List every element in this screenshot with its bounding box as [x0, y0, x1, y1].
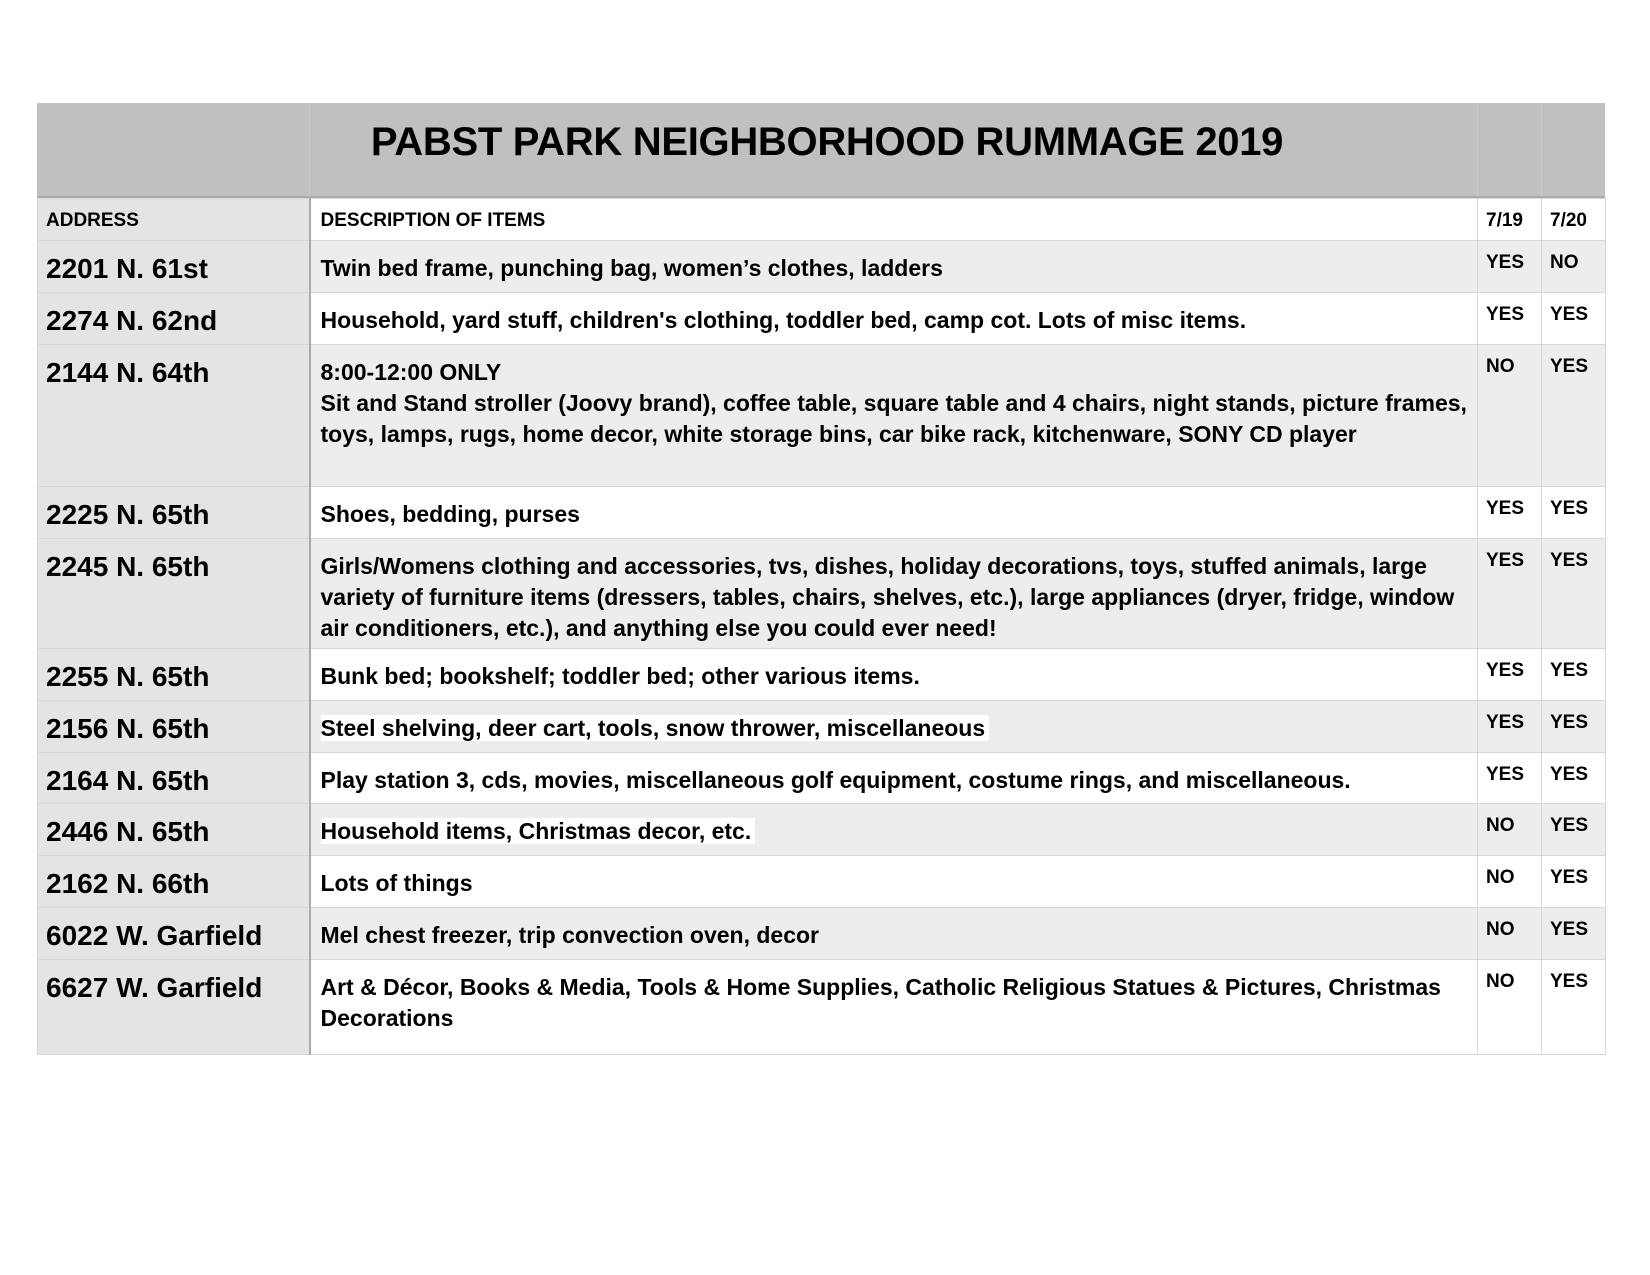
address-cell: 2245 N. 65th: [38, 539, 310, 649]
day1-availability-cell: YES: [1478, 293, 1542, 345]
description-cell: [310, 241, 1478, 293]
day2-availability-cell: YES: [1542, 649, 1606, 701]
address-cell: 2156 N. 65th: [38, 701, 310, 753]
table-row: [38, 856, 1606, 908]
address-cell: 2255 N. 65th: [38, 649, 310, 701]
day2-availability-cell: YES: [1542, 856, 1606, 908]
description-cell: [310, 753, 1478, 804]
table-row: [38, 345, 1606, 487]
day2-availability-cell: YES: [1542, 908, 1606, 960]
description-line: 8:00-12:00 ONLY: [320, 359, 502, 385]
day2-availability-cell: YES: [1542, 753, 1606, 804]
address-cell: 2144 N. 64th: [38, 345, 310, 487]
address-cell: 2201 N. 61st: [38, 241, 310, 293]
day1-availability-cell: NO: [1478, 345, 1542, 487]
header-row: [38, 199, 1606, 241]
column-header-day1: 7/19: [1478, 199, 1542, 241]
description-cell: [310, 487, 1478, 539]
address-cell: 2164 N. 65th: [38, 753, 310, 804]
description-line: [321, 713, 1468, 744]
day1-availability-cell: YES: [1478, 539, 1542, 649]
table-row: [38, 649, 1606, 701]
description-line: Twin bed frame, punching bag, women’s clothes, ladders: [320, 255, 943, 281]
day1-availability-cell: YES: [1478, 649, 1542, 701]
table-row: [38, 539, 1606, 649]
description-cell: [310, 649, 1478, 701]
day2-availability-cell: YES: [1542, 487, 1606, 539]
day2-availability-cell: YES: [1542, 701, 1606, 753]
address-cell: 2274 N. 62nd: [38, 293, 310, 345]
table-body: [38, 241, 1606, 1055]
table-row: [38, 701, 1606, 753]
address-cell: 6627 W. Garfield: [38, 960, 310, 1055]
rummage-sale-sheet: [37, 103, 1605, 1055]
description-line: Girls/Womens clothing and accessories, tvs, dishes, holiday decorations, toys, stuffed animals, large variety of furniture items (dressers, tables, chairs, shelves, etc.), large appliances (dryer, fridge, window air conditioners, etc.), and anything else you could ever need!: [320, 553, 1455, 641]
column-header-day2: 7/20: [1542, 199, 1606, 241]
day2-availability-cell: YES: [1542, 293, 1606, 345]
description-cell: [310, 804, 1478, 856]
page-title: PABST PARK NEIGHBORHOOD RUMMAGE 2019: [370, 120, 1284, 164]
column-header-description: DESCRIPTION OF ITEMS: [310, 199, 1478, 241]
sales-table: [37, 198, 1606, 1055]
description-cell: [310, 345, 1478, 487]
title-band: [37, 103, 1605, 198]
day1-availability-cell: NO: [1478, 908, 1542, 960]
table-row: [38, 487, 1606, 539]
description-cell: [310, 293, 1478, 345]
table-row: [38, 293, 1606, 345]
description-line: Sit and Stand stroller (Joovy brand), coffee table, square table and 4 chairs, night stands, picture frames, toys, lamps, rugs, home decor, white storage bins, car bike rack, kitchenware, SONY CD player: [320, 390, 1467, 447]
day1-availability-cell: NO: [1478, 804, 1542, 856]
day2-availability-cell: YES: [1542, 345, 1606, 487]
table-row: [38, 908, 1606, 960]
description-line: Lots of things: [320, 870, 473, 896]
description-line: Play station 3, cds, movies, miscellaneous golf equipment, costume rings, and miscellaneous.: [320, 767, 1351, 793]
day2-availability-cell: NO: [1542, 241, 1606, 293]
address-cell: 6022 W. Garfield: [38, 908, 310, 960]
description-cell: [310, 960, 1478, 1055]
highlighted-text: Household items, Christmas decor, etc.: [321, 818, 756, 844]
description-line: Shoes, bedding, purses: [320, 501, 580, 527]
description-cell: [310, 539, 1478, 649]
day1-availability-cell: YES: [1478, 487, 1542, 539]
day1-availability-cell: YES: [1478, 753, 1542, 804]
day1-availability-cell: YES: [1478, 701, 1542, 753]
highlighted-text: Steel shelving, deer cart, tools, snow thrower, miscellaneous: [321, 715, 990, 741]
day2-availability-cell: YES: [1542, 539, 1606, 649]
table-row: [38, 241, 1606, 293]
description-cell: [310, 856, 1478, 908]
description-cell: [310, 908, 1478, 960]
table-row: [38, 960, 1606, 1055]
description-cell: [310, 701, 1478, 753]
day1-availability-cell: YES: [1478, 241, 1542, 293]
day1-availability-cell: NO: [1478, 960, 1542, 1055]
description-line: Mel chest freezer, trip convection oven, decor: [320, 922, 819, 948]
table-row: [38, 753, 1606, 804]
description-line: Art & Décor, Books & Media, Tools & Home Supplies, Catholic Religious Statues & Pictures, Christmas Decorations: [320, 974, 1441, 1031]
address-cell: 2225 N. 65th: [38, 487, 310, 539]
description-line: [321, 816, 1468, 847]
day1-availability-cell: NO: [1478, 856, 1542, 908]
column-header-address: ADDRESS: [38, 199, 310, 241]
address-cell: 2162 N. 66th: [38, 856, 310, 908]
description-line: Bunk bed; bookshelf; toddler bed; other various items.: [320, 663, 920, 689]
address-cell: 2446 N. 65th: [38, 804, 310, 856]
day2-availability-cell: YES: [1542, 960, 1606, 1055]
day2-availability-cell: YES: [1542, 804, 1606, 856]
description-line: Household, yard stuff, children's clothing, toddler bed, camp cot. Lots of misc items.: [320, 307, 1247, 333]
table-row: [38, 804, 1606, 856]
